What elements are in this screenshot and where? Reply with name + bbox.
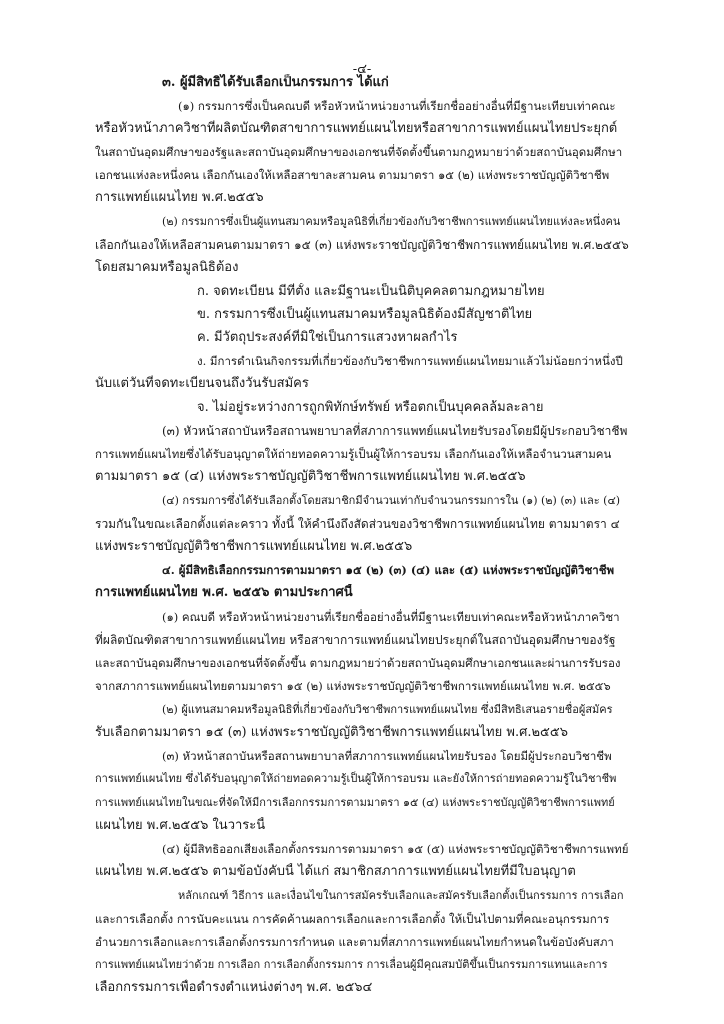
s4-p3-line: (๓) หัวหน้าสถาบันหรือสถานพยาบาลที่สภาการแพทย์แผนไทยรับรอง โดยมีผู้ประกอบวิชาชีพ <box>162 749 612 763</box>
s4-p3-line: การแพทย์แผนไทยในขณะที่จัดให้มีการเลือกกรรมการตามมาตรา ๑๕ (๔) แห่งพระราชบัญญัติวิชาชีพการแพทย์ <box>95 796 615 809</box>
s3-p3-line: ตามมาตรา ๑๕ (๔) แห่งพระราชบัญญัติวิชาชีพการแพทย์แผนไทย พ.ศ.๒๕๕๖ <box>95 469 526 484</box>
s3-p1-line: (๑) กรรมการซึ่งเป็นคณบดี หรือหัวหน้าหน่วยงานที่เรียกชื่ออย่างอื่นที่มีฐานะเทียบเท่าคณะ <box>178 99 616 113</box>
s4-p2-line: (๒) ผู้แทนสมาคมหรือมูลนิธิที่เกี่ยวข้องกับวิชาชีพการแพทย์แผนไทย ซึ่งมีสิทธิเสนอรายชื่อผู้สมัคร <box>162 703 613 716</box>
s4-p5-line: เลือกกรรมการเพื่อดำรงตำแหน่งต่างๆ พ.ศ. ๒๕๖๔ <box>95 980 373 995</box>
s4-p4-line: แผนไทย พ.ศ.๒๕๕๖ ตามข้อบังคับนี้ ได้แก่ สมาชิกสภาการแพทย์แผนไทยที่มีใบอนุญาต <box>95 864 576 879</box>
s3-sub-item: ค. มีวัตถุประสงค์ที่มิใช่เป็นการแสวงหาผลกำไร <box>197 330 458 345</box>
s3-p1-line: เอกชนแห่งละหนึ่งคน เลือกกันเองให้เหลือสาขาละสามคน ตามมาตรา ๑๕ (๒) แห่งพระราชบัญญัติวิชาชีพ <box>95 168 610 182</box>
s3-sub-item: จ. ไม่อยู่ระหว่างการถูกพิทักษ์ทรัพย์ หรือตกเป็นบุคคลล้มละลาย <box>197 400 544 415</box>
s3-p1-line: หรือหัวหน้าภาควิชาที่ผลิตบัณฑิตสาขาการแพทย์แผนไทยหรือสาขาการแพทย์แผนไทยประยุกต์ <box>95 121 618 136</box>
s4-p5-line: การแพทย์แผนไทยว่าด้วย การเลือก การเลือกตั้งกรรมการ การเลื่อนผู้มีคุณสมบัติขึ้นเป็นกรรมการแทนและการ <box>95 958 608 971</box>
s4-p3-line: การแพทย์แผนไทย ซึ่งได้รับอนุญาตให้ถ่ายทอดความรู้เป็นผู้ให้การอบรม และยังให้การถ่ายทอดความรู้ในวิชาชีพ <box>95 772 617 785</box>
s4-p1-line: (๑) คณบดี หรือหัวหน้าหน่วยงานที่เรียกชื่ออย่างอื่นที่มีฐานะเทียบเท่าคณะหรือหัวหน้าภาควิชา <box>162 610 620 624</box>
s3-p3-line: การแพทย์แผนไทยซึ่งได้รับอนุญาตให้ถ่ายทอดความรู้เป็นผู้ให้การอบรม เลือกกันเองให้เหลือจำนวนสามคน <box>95 447 612 461</box>
s3-p3-line: (๓) หัวหน้าสถาบันหรือสถานพยาบาลที่สภาการแพทย์แผนไทยรับรองโดยมีผู้ประกอบวิชาชีพ <box>162 424 628 438</box>
s4-p5-line: และการเลือกตั้ง การนับคะแนน การคัดค้านผลการเลือกและการเลือกตั้ง ให้เป็นไปตามที่คณะอนุกรรมการ <box>95 912 610 926</box>
section-4-heading: ๔. ผู้มีสิทธิเลือกกรรมการตามมาตรา ๑๕ (๒) (๓) (๔) และ (๕) แห่งพระราชบัญญัติวิชาชีพ <box>162 563 615 577</box>
s3-sub-item: ข. กรรมการซึ่งเป็นผู้แทนสมาคมหรือมูลนิธิต้องมีสัญชาติไทย <box>197 307 533 322</box>
s3-p2-line: โดยสมาคมหรือมูลนิธิต้อง <box>95 260 239 275</box>
s3-sub-item: นับแต่วันที่จดทะเบียนจนถึงวันรับสมัคร <box>95 376 309 391</box>
section-3-heading: ๓. ผู้มีสิทธิได้รับเลือกเป็นกรรมการ ได้แก่ <box>162 75 389 90</box>
s3-p4-line: รวมกันในขณะเลือกตั้งแต่ละคราว ทั้งนี้ ให้คำนึงถึงสัดส่วนของวิชาชีพการแพทย์แผนไทย ตามมาตรา ๔ <box>95 517 620 531</box>
section-4-heading: การแพทย์แผนไทย พ.ศ. ๒๕๕๖ ตามประกาศนี้ <box>95 585 353 600</box>
s4-p4-line: (๔) ผู้มีสิทธิออกเสียงเลือกตั้งกรรมการตามมาตรา ๑๕ (๕) แห่งพระราชบัญญัติวิชาชีพการแพทย์ <box>162 842 629 856</box>
s4-p2-line: รับเลือกตามมาตรา ๑๕ (๓) แห่งพระราชบัญญัติวิชาชีพการแพทย์แผนไทย พ.ศ.๒๕๕๖ <box>95 725 568 740</box>
page-number: -๔- <box>352 62 372 77</box>
s4-p1-line: และสถาบันอุดมศึกษาของเอกชนที่จัดตั้งขึ้น ตามกฎหมายว่าด้วยสถาบันอุดมศึกษาเอกชนและผ่านการรับรอง <box>95 656 621 670</box>
s3-p1-line: ในสถาบันอุดมศึกษาของรัฐและสถาบันอุดมศึกษาของเอกชนที่จัดตั้งขึ้นตามกฎหมายว่าด้วยสถาบันอุดมศึกษา <box>95 145 623 159</box>
s3-p2-line: (๒) กรรมการซึ่งเป็นผู้แทนสมาคมหรือมูลนิธิที่เกี่ยวข้องกับวิชาชีพการแพทย์แผนไทยแห่งละหนึ่งคน <box>162 215 621 228</box>
s4-p1-line: ที่ผลิตบัณฑิตสาขาการแพทย์แผนไทย หรือสาขาการแพทย์แผนไทยประยุกต์ในสถาบันอุดมศึกษาของรัฐ <box>95 633 616 647</box>
s3-sub-item: ง. มีการดำเนินกิจกรรมที่เกี่ยวข้องกับวิชาชีพการแพทย์แผนไทยมาแล้วไม่น้อยกว่าหนึ่งปี <box>197 354 623 368</box>
s4-p5-line: หลักเกณฑ์ วิธีการ และเงื่อนไขในการสมัครรับเลือกและสมัครรับเลือกตั้งเป็นกรรมการ การเลือก <box>178 889 624 902</box>
s4-p1-line: จากสภาการแพทย์แผนไทยตามมาตรา ๑๕ (๒) แห่งพระราชบัญญัติวิชาชีพการแพทย์แผนไทย พ.ศ. ๒๕๕๖ <box>95 679 611 693</box>
s3-p4-line: (๔) กรรมการซึ่งได้รับเลือกตั้งโดยสมาชิกมีจำนวนเท่ากับจำนวนกรรมการใน (๑) (๒) (๓) และ (๔) <box>162 494 621 507</box>
s3-sub-item: ก. จดทะเบียน มีที่ตั้ง และมีฐานะเป็นนิติบุคคลตามกฎหมายไทย <box>197 284 545 299</box>
s4-p5-line: อำนวยการเลือกและการเลือกตั้งกรรมการกำหนด และตามที่สภาการแพทย์แผนไทยกำหนดในข้อบังคับสภา <box>95 935 614 949</box>
s3-p2-line: เลือกกันเองให้เหลือสามคนตามมาตรา ๑๕ (๓) แห่งพระราชบัญญัติวิชาชีพการแพทย์แผนไทย พ.ศ.๒๕๕๖ <box>95 238 629 252</box>
s3-p1-line: การแพทย์แผนไทย พ.ศ.๒๕๕๖ <box>95 190 264 205</box>
s3-p4-line: แห่งพระราชบัญญัติวิชาชีพการแพทย์แผนไทย พ.ศ.๒๕๕๖ <box>95 539 413 554</box>
s4-p3-line: แผนไทย พ.ศ.๒๕๕๖ ในวาระนี้ <box>95 818 266 833</box>
